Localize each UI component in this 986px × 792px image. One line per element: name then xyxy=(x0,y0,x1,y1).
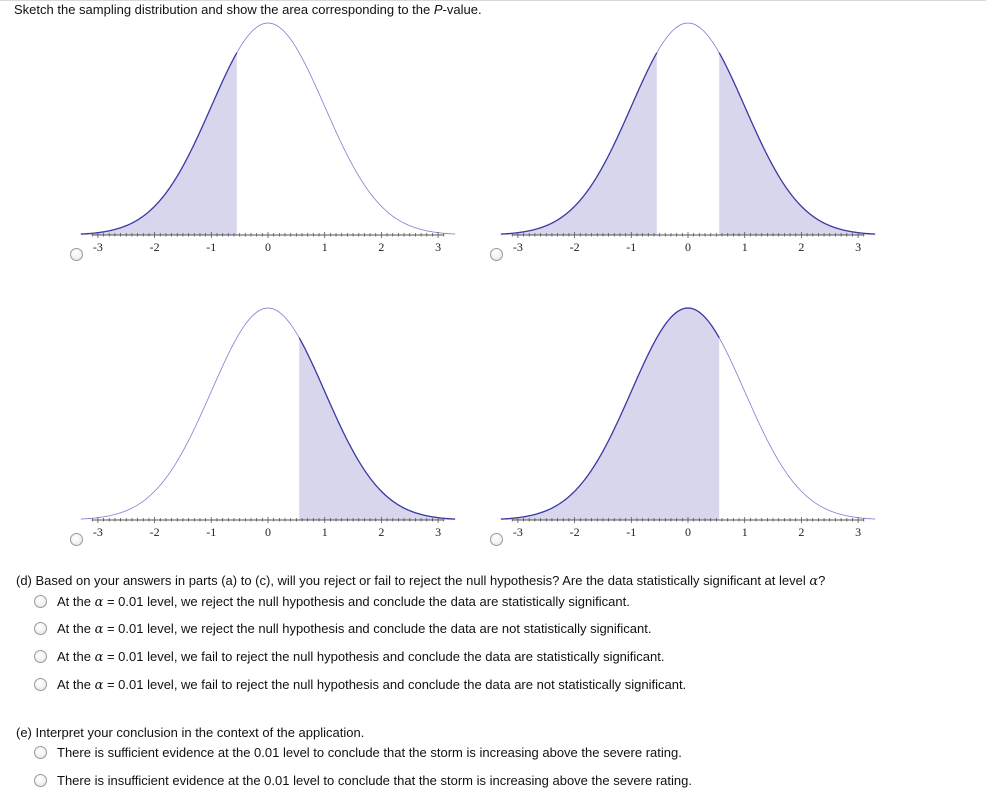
tick-label: 3 xyxy=(435,525,442,539)
tick-label: 1 xyxy=(321,525,328,539)
tick-label: 3 xyxy=(435,240,442,254)
tick-label: 2 xyxy=(378,240,385,254)
p-value-shaded-region xyxy=(501,308,719,520)
tick-label: 1 xyxy=(741,525,748,539)
instruction-text xyxy=(14,2,482,17)
tick-label: 1 xyxy=(321,240,328,254)
part-e-option-1-radio[interactable] xyxy=(34,746,47,759)
part-d-option-4-radio[interactable] xyxy=(34,678,47,691)
part-d-option-3-label: At the α = 0.01 level, we fail to reject the null hypothesis and conclude the data are statistically significant. xyxy=(57,649,665,665)
part-e-option-1-label: There is sufficient evidence at the 0.01 level to conclude that the storm is increasing above the severe rating. xyxy=(57,745,682,760)
graph-option-c[interactable] xyxy=(70,303,490,573)
part-d-option-1-label: At the α = 0.01 level, we reject the null hypothesis and conclude the data are statistically significant. xyxy=(57,594,630,610)
p-value-shaded-region xyxy=(501,53,657,235)
normal-curve-svg xyxy=(490,18,910,288)
tick-label: 3 xyxy=(855,525,862,539)
p-value-shaded-region xyxy=(81,53,237,235)
tick-label: -1 xyxy=(626,240,637,254)
normal-curve xyxy=(81,23,455,234)
tick-label: 3 xyxy=(855,240,862,254)
normal-curve-svg xyxy=(70,18,490,288)
tick-label: -2 xyxy=(569,240,580,254)
tick-label: 0 xyxy=(685,525,691,539)
tick-label: -3 xyxy=(512,525,523,539)
part-d-option-1-radio[interactable] xyxy=(34,595,47,608)
p-value-shaded-region xyxy=(299,338,455,520)
graph-option-a[interactable] xyxy=(70,18,490,288)
tick-label: -2 xyxy=(149,525,160,539)
part-d-option-2-radio[interactable] xyxy=(34,622,47,635)
tick-label: -2 xyxy=(149,240,160,254)
instruction-p-italic: P xyxy=(433,2,443,17)
instruction-prefix: Sketch the sampling distribution and show the area corresponding to the xyxy=(14,2,434,17)
normal-curve xyxy=(81,308,455,519)
tick-label: 2 xyxy=(378,525,385,539)
tick-label: 0 xyxy=(685,240,691,254)
tick-label: 0 xyxy=(265,240,271,254)
tick-label: -3 xyxy=(512,240,523,254)
tick-label: -1 xyxy=(626,525,637,539)
p-value-shaded-region xyxy=(719,53,875,235)
part-d-option-4-label: At the α = 0.01 level, we fail to reject the null hypothesis and conclude the data are not statistically significant. xyxy=(57,677,687,693)
part-e-question: (e) Interpret your conclusion in the context of the application. xyxy=(16,725,365,740)
tick-label: 1 xyxy=(741,240,748,254)
tick-label: -1 xyxy=(206,525,217,539)
part-e-option-2-label: There is insufficient evidence at the 0.01 level to conclude that the storm is increasing above the severe rating. xyxy=(57,773,692,788)
part-e-option-2-radio[interactable] xyxy=(34,774,47,787)
tick-label: 2 xyxy=(798,240,805,254)
graph-option-d[interactable] xyxy=(490,303,910,573)
part-d-option-3-radio[interactable] xyxy=(34,650,47,663)
part-d-option-2-label: At the α = 0.01 level, we reject the null hypothesis and conclude the data are not statistically significant. xyxy=(57,621,652,637)
normal-curve xyxy=(501,23,875,234)
tick-label: -3 xyxy=(92,240,103,254)
graph-option-b[interactable] xyxy=(490,18,910,288)
tick-label: 0 xyxy=(265,525,271,539)
tick-label: -3 xyxy=(92,525,103,539)
normal-curve-svg xyxy=(490,303,910,573)
instruction-suffix: -value. xyxy=(442,2,482,17)
top-divider xyxy=(0,0,986,1)
tick-label: -2 xyxy=(569,525,580,539)
tick-label: 2 xyxy=(798,525,805,539)
part-d-question: (d) Based on your answers in parts (a) to (c), will you reject or fail to reject the null hypothesis? Are the data statistically significant at level α? xyxy=(16,573,826,589)
tick-label: -1 xyxy=(206,240,217,254)
normal-curve-svg xyxy=(70,303,490,573)
